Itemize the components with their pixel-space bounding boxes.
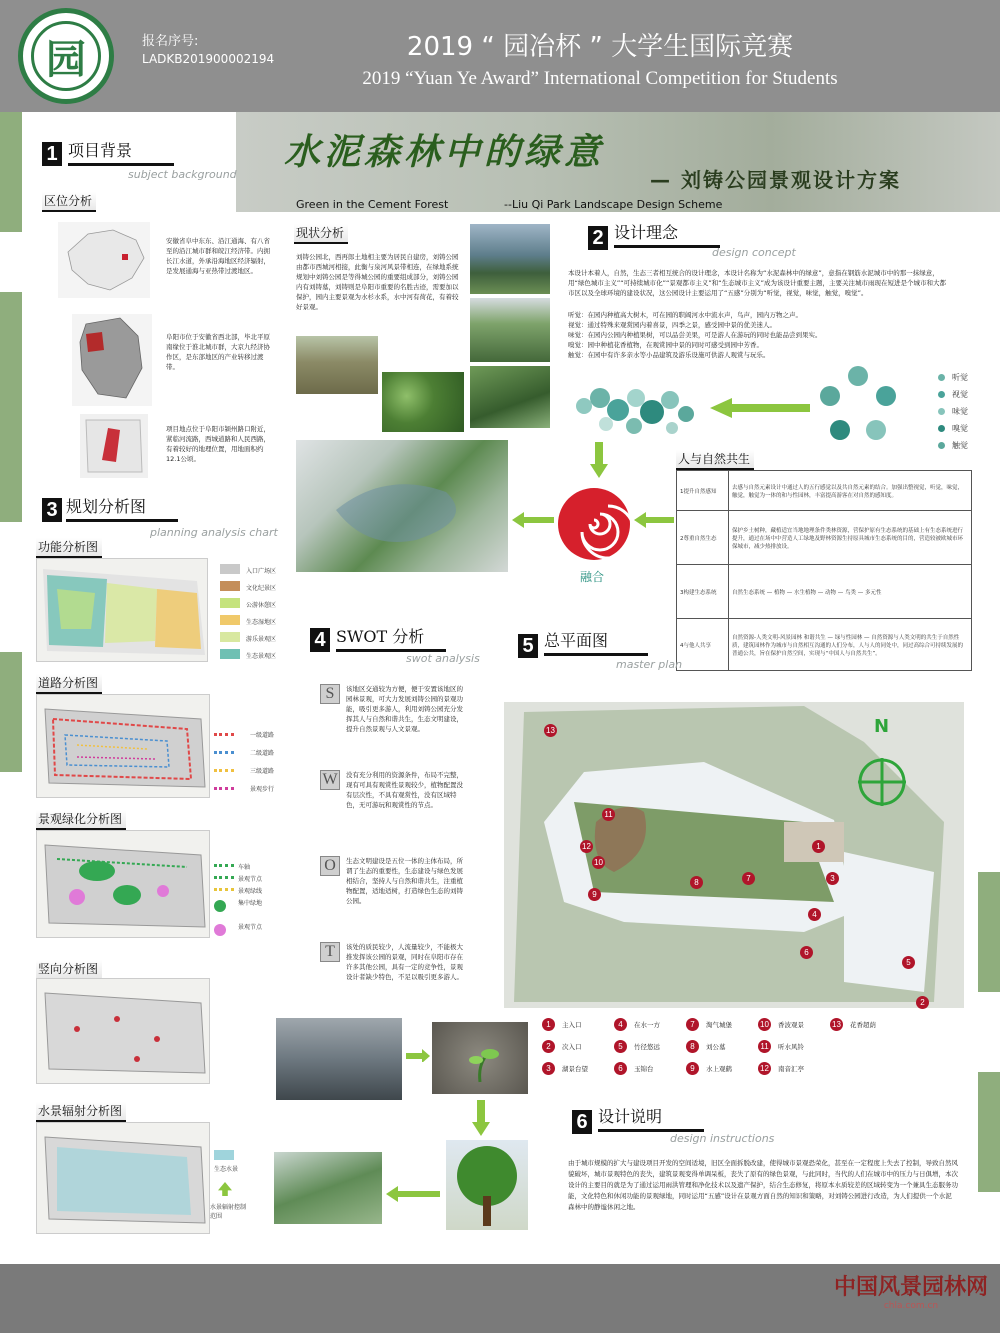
poster-board bbox=[0, 112, 1000, 1264]
tree-photo bbox=[446, 1140, 528, 1230]
legend-label: 二级道路 bbox=[250, 750, 275, 757]
section-number-6: 6 bbox=[572, 1110, 592, 1134]
sense-label: 味觉 bbox=[952, 407, 968, 416]
plan-marker: 12 bbox=[580, 840, 593, 853]
status-analysis-tag: 现状分析 bbox=[294, 224, 348, 244]
sense-label: 嗅觉 bbox=[952, 424, 968, 433]
legend-marker: 12 bbox=[758, 1062, 771, 1075]
arrow-up-icon bbox=[218, 1182, 232, 1196]
section-title-master-plan: 总平面图 bbox=[544, 628, 648, 656]
legend-swatch bbox=[220, 632, 240, 642]
sense-line: 味觉：在园内公园内种植果树，可以品尝美果，可是游人在游玩的同时也能品尝到果实。 bbox=[568, 331, 822, 339]
title-banner bbox=[236, 112, 1000, 212]
city-photo bbox=[276, 1018, 402, 1100]
legend-label: 花香超荫 bbox=[850, 1021, 876, 1029]
aerial-rendering bbox=[296, 440, 508, 572]
status-photo-pond bbox=[470, 224, 550, 294]
legend-swatch bbox=[214, 876, 234, 879]
section-subtitle-instructions: design instructions bbox=[670, 1132, 775, 1145]
section-subtitle-background: subject background bbox=[128, 168, 237, 181]
plan-marker: 13 bbox=[544, 724, 557, 737]
site-map bbox=[80, 414, 148, 478]
vertical-analysis-map bbox=[36, 978, 210, 1084]
legend-label: 车轴 bbox=[238, 864, 251, 871]
arrow-down-icon bbox=[472, 1100, 490, 1136]
legend-marker: 9 bbox=[686, 1062, 699, 1075]
fusion-spiral-icon bbox=[556, 486, 632, 562]
registration-number: LADKB201900002194 bbox=[142, 52, 275, 66]
side-bar-left-mid bbox=[0, 292, 22, 522]
legend-swatch bbox=[214, 751, 234, 754]
sense-line: 嗅觉：园中种植花香植物，在观赏园中景的同时可感受到园中芳香。 bbox=[568, 341, 763, 349]
sense-label: 听觉 bbox=[952, 373, 968, 382]
side-bar-left-low bbox=[0, 652, 22, 772]
section-number-5: 5 bbox=[518, 634, 538, 658]
swot-letter: O bbox=[320, 856, 340, 876]
legend-swatch bbox=[220, 615, 240, 625]
china-map bbox=[58, 222, 150, 298]
north-label: N bbox=[874, 716, 890, 737]
sense-dot bbox=[938, 442, 945, 449]
arrow-left-small-icon bbox=[386, 1186, 440, 1202]
legend-marker: 1 bbox=[542, 1018, 555, 1031]
legend-swatch bbox=[214, 924, 226, 936]
legend-label: 湖景台望 bbox=[562, 1065, 588, 1073]
plan-marker: 5 bbox=[902, 956, 915, 969]
section-subtitle-concept: design concept bbox=[712, 246, 796, 259]
legend-marker: 7 bbox=[686, 1018, 699, 1031]
legend-label: 在水一方 bbox=[634, 1021, 660, 1029]
senses-list bbox=[568, 310, 948, 360]
legend-swatch bbox=[214, 864, 234, 867]
senses-ring bbox=[818, 364, 898, 444]
sense-dot bbox=[938, 391, 945, 398]
table-row: 1提升自然感知 去感与自然元素设计中通过人的五行感觉以及共自然元素的结合。加强出整视觉，听觉，味觉，触觉，触觉为一体的和与性园林，丰富提高游客在对自然的感知度。 bbox=[677, 471, 972, 511]
legend-label: 次入口 bbox=[562, 1043, 582, 1051]
legend-label: 水上观鹤 bbox=[706, 1065, 732, 1073]
legend-label: 竹径悠远 bbox=[634, 1043, 660, 1051]
plan-marker: 9 bbox=[588, 888, 601, 901]
section-title-swot: SWOT 分析 bbox=[336, 624, 446, 652]
table-row: 4与他人共享 自然资源-人类文明-风景园林 和谐共生 — 绿与性园林 — 自然资源与人类文明的共生于自然性质，建筑园林作为城市与自然相互沟通的人们分布，人与人的同处中，同过高综合可持续发展的普通公共，旨在保护自然空间，实现与“中国人与自然共生”。 bbox=[677, 619, 972, 671]
fusion-label: 融合 bbox=[580, 570, 605, 584]
swot-text: 生态文明建设是五位一体的主体布局，所谓了生态的重要性，生态建设与绿色发展相结合，坚持人与自然和谐共生，注重植物配置，适地适树，打造绿色生态的刘铸公园。 bbox=[346, 857, 463, 905]
road-analysis-map bbox=[36, 694, 210, 798]
sense-dot bbox=[938, 425, 945, 432]
side-bar-left-top bbox=[0, 112, 22, 232]
section-number-1: 1 bbox=[42, 142, 62, 166]
competition-title-cn: 2019 “ 园冶杯 ” 大学生国际竞赛 bbox=[406, 32, 794, 62]
yuan-seal-icon: 园 bbox=[31, 21, 101, 91]
legend-label: 文化纪景区 bbox=[246, 585, 277, 592]
legend-label: 淘气城堡 bbox=[706, 1021, 732, 1029]
legend-swatch bbox=[214, 1150, 234, 1160]
section-subtitle-planning: planning analysis chart bbox=[150, 526, 278, 539]
legend-swatch bbox=[214, 769, 234, 772]
arrow-right-icon bbox=[406, 1048, 430, 1062]
legend-label: 南音汇亭 bbox=[778, 1065, 804, 1073]
water-analysis-map bbox=[36, 1122, 210, 1234]
harmony-tag: 人与自然共生 bbox=[676, 450, 754, 470]
legend-label: 景观绿线 bbox=[238, 888, 263, 895]
concept-intro: 本设计本着人，自然，生态三者相互统合的设计理念，本设计名称为“水泥森林中的绿意”，意指在钢筋水泥城市中的那一抹绿意，用“绿色城市主义”“可持续城市化”“景观都市主义”和“生态城市主义”成为该设计重要主题，主要关注城市雨现在短进是个城市和大都市区以及全球环境的建设状况，这公园设计主要运用了“五感”分别为“听觉，视觉，味觉，触觉，嗅觉”。 bbox=[568, 269, 946, 297]
plan-marker: 3 bbox=[826, 872, 839, 885]
swot-text: 该地区交通较为方便，便于安置该地区的园林景观，可大力发展刘铸公园的景观功能，吸引更多游人，利用刘铸公园充分发挥其人与自然和谐共生，生态文明建设，提升自然景观与人文景观。 bbox=[346, 685, 463, 733]
project-subtitle-en: --Liu Qi Park Landscape Design Scheme bbox=[504, 198, 723, 211]
section-title-background: 项目背景 bbox=[68, 138, 174, 166]
legend-label: 听水风铃 bbox=[778, 1043, 804, 1051]
arrow-left-small-icon bbox=[634, 512, 674, 528]
legend-marker: 13 bbox=[830, 1018, 843, 1031]
legend-swatch bbox=[214, 900, 226, 912]
status-photo-lily bbox=[382, 372, 464, 432]
legend-marker: 8 bbox=[686, 1040, 699, 1053]
vertical-analysis-tag: 竖向分析图 bbox=[36, 960, 102, 980]
plan-marker: 4 bbox=[808, 908, 821, 921]
location-text-2: 阜阳市位于安徽省西北部，毕北平原南缘位于淮北城市群，大京九经济协作区，是东部地区的产业转移过渡带。 bbox=[166, 333, 270, 371]
legend-label: 三级道路 bbox=[250, 768, 275, 775]
legend-swatch bbox=[220, 564, 240, 574]
sense-label: 触觉 bbox=[952, 441, 968, 450]
poster-header bbox=[0, 0, 1000, 112]
road-analysis-tag: 道路分析图 bbox=[36, 674, 102, 694]
legend-label: 玉锦台 bbox=[634, 1065, 654, 1073]
legend-marker: 3 bbox=[542, 1062, 555, 1075]
footer-logo-text: 中国风景园林网 bbox=[833, 1275, 988, 1300]
instructions-text: 由于城市规模的扩大与建设项目开发的空间适境，旧区全面拆脱改建，使得城市景观恐荣化，甚至在一定程度上失去了控制，导致自然风貌破坏，城市景观特色的丧失，建筑景观变得单调呆板，丧失了原有的绿色景观，与此同时，当代的人们在城市中的压力与日俱增，本次设计的主要目的就是为了通过运用雨洪管理和净化技术以及遗产保护，结合生态修复，将原本水质较差的区域转变为一个兼具生态服务功能，文化特色和休闲功能的景观绿地，同时运用“五感”设计在景观方面自然的知识和策略，对刘铸公园进行改造，为人们提供一个水泥森林中的静谧休闲之地。 bbox=[568, 1159, 958, 1211]
plan-marker: 11 bbox=[602, 808, 615, 821]
swot-letter: S bbox=[320, 684, 340, 704]
plan-marker: 6 bbox=[800, 946, 813, 959]
legend-marker: 6 bbox=[614, 1062, 627, 1075]
arrow-left-icon bbox=[710, 398, 810, 418]
competition-title-en: 2019 “Yuan Ye Award” International Competition for Students bbox=[362, 68, 838, 89]
project-subtitle: — 刘铸公园景观设计方案 bbox=[650, 168, 901, 192]
sense-label: 视觉 bbox=[952, 390, 968, 399]
water-analysis-tag: 水景辐射分析图 bbox=[36, 1102, 126, 1122]
harmony-table bbox=[676, 470, 972, 671]
legend-marker: 10 bbox=[758, 1018, 771, 1031]
legend-label: 景观节点 bbox=[238, 924, 263, 931]
location-analysis-tag: 区位分析 bbox=[42, 192, 96, 212]
footer-logo bbox=[834, 1270, 988, 1311]
legend-label: 一级道路 bbox=[250, 732, 275, 739]
sense-dot bbox=[938, 374, 945, 381]
swot-letter: W bbox=[320, 770, 340, 790]
legend-label: 水景辐射控制范围 bbox=[210, 1204, 247, 1220]
legend-label: 生态湿地区 bbox=[246, 619, 277, 626]
plan-marker: 8 bbox=[690, 876, 703, 889]
plan-marker: 7 bbox=[742, 872, 755, 885]
sense-dot bbox=[938, 408, 945, 415]
location-text-1: 安徽省阜中东东、沿江通海、有八省至的沿江城市群和皖江经济带。内拥长江水道，外承沿海地区经济辐射，是发展通海与亚热带过渡地区。 bbox=[166, 237, 270, 275]
legend-swatch bbox=[220, 649, 240, 659]
swot-text: 没有充分利用的资源条件，布局不完整，现有可具有观赏性景观较少，植物配置没有层次性，不具有观赏性，没有区域特色，无可游玩和观赏性的节点。 bbox=[346, 771, 463, 809]
registration-label: 报名序号: bbox=[142, 34, 199, 49]
legend-swatch bbox=[214, 733, 234, 736]
side-bar-right bbox=[978, 872, 1000, 992]
legend-marker: 2 bbox=[542, 1040, 555, 1053]
project-title-en: Green in the Cement Forest bbox=[296, 198, 449, 211]
sense-line: 听觉：在园内种植高大树木，可在园的职阔河水中流水声，鸟声，园内万物之声。 bbox=[568, 311, 802, 319]
legend-label: 刘公墓 bbox=[706, 1043, 726, 1051]
section-number-4: 4 bbox=[310, 628, 330, 652]
section-title-planning: 规划分析图 bbox=[66, 494, 178, 522]
legend-label: 主入口 bbox=[562, 1021, 582, 1029]
park-rendering bbox=[274, 1152, 382, 1224]
section-subtitle-swot: swot analysis bbox=[406, 652, 480, 665]
legend-marker: 4 bbox=[614, 1018, 627, 1031]
legend-label: 集中绿地 bbox=[238, 900, 263, 907]
poster-footer bbox=[0, 1264, 1000, 1333]
legend-label: 游乐景观区 bbox=[246, 636, 277, 643]
arrow-down-icon bbox=[590, 442, 608, 478]
legend-label: 景观步行 bbox=[250, 786, 275, 793]
section-number-2: 2 bbox=[588, 226, 608, 250]
dot-cluster-graphic bbox=[572, 380, 700, 438]
competition-logo bbox=[18, 8, 114, 104]
legend-label: 香波观景 bbox=[778, 1021, 804, 1029]
footer-url: chla.com.cn bbox=[883, 1301, 939, 1311]
anhui-map bbox=[72, 314, 152, 406]
status-text: 刘铸公园北，西再郎土地相主要为居民自建房，刘铸公园由都市西城河相接，此衡与泉河风景带相连，在绿地系统规划中刘铸公园是等得城公园的重要组成部分，刘铸公园内有刘铸墓，刘铸则是阜阳市重要的名胜古迹，需要加以保护，园内主要景观为水杉水系，水中河有荷花，有着较好景观。 bbox=[296, 253, 459, 311]
sense-line: 视觉：通过特殊来观赏园内着喜景，四季之景，感受园中景的优美迷人。 bbox=[568, 321, 776, 329]
location-text-3: 项目地点位于阜阳市颍州路口附近，紧临河流路，西城道路和人民西路，有着较好的地理位置，用地面积约12.1公顷。 bbox=[166, 425, 270, 463]
side-bar-right-low bbox=[978, 1072, 1000, 1192]
sense-line: 触觉：在园中有许多亲水等小品建筑及游乐设施可供游人观赏与玩乐。 bbox=[568, 351, 770, 359]
project-title: 水泥森林中的绿意 bbox=[284, 131, 605, 173]
legend-swatch bbox=[220, 581, 240, 591]
section-title-instructions: 设计说明 bbox=[598, 1104, 704, 1132]
legend-swatch bbox=[220, 598, 240, 608]
legend-label: 生态水景 bbox=[214, 1166, 239, 1173]
section-number-3: 3 bbox=[42, 498, 62, 522]
plan-marker: 1 bbox=[812, 840, 825, 853]
legend-swatch bbox=[214, 888, 234, 891]
legend-label: 入口广场区 bbox=[246, 568, 277, 575]
status-photo-dirt bbox=[296, 336, 378, 394]
legend-marker: 11 bbox=[758, 1040, 771, 1053]
legend-label: 景观节点 bbox=[238, 876, 263, 883]
table-row: 2尊重自然生态 保护乡土树种，藏植适宜当地地理条件类林资源，营保护原有生态系统的基础上有生态系统进行提升，通过在场中中营造人工绿地及野林资源生持原具城市生态系统的目的，营造较被欧城市环保城市，减少热排放设。 bbox=[677, 511, 972, 565]
section-subtitle-master-plan: master plan bbox=[616, 658, 683, 671]
legend-label: 生态景观区 bbox=[246, 653, 277, 660]
section-title-concept: 设计理念 bbox=[614, 220, 720, 248]
function-analysis-tag: 功能分析图 bbox=[36, 538, 102, 558]
sprout-photo bbox=[432, 1022, 528, 1094]
function-analysis-map bbox=[36, 558, 208, 662]
status-photo-river bbox=[470, 298, 550, 362]
greening-analysis-map bbox=[36, 830, 210, 938]
table-row: 3构建生态系统 自然生态系统 — 植物 — 水生植物 — 动物 — 鸟类 — 多元性 bbox=[677, 565, 972, 619]
legend-swatch bbox=[214, 787, 234, 790]
swot-text: 该处的质民较少，人流量较少，不能极大推发挥该公园的景观，同时在阜阳市存在许多其他公园，具有一定的竞争性，景观设计者缺少特色，不足以吸引更多游人。 bbox=[346, 943, 463, 981]
legend-marker: 5 bbox=[614, 1040, 627, 1053]
arrow-left-small-icon bbox=[512, 512, 554, 528]
legend-label: 公游休憩区 bbox=[246, 602, 277, 609]
plan-marker: 10 bbox=[592, 856, 605, 869]
plan-marker: 2 bbox=[916, 996, 929, 1009]
swot-letter: T bbox=[320, 942, 340, 962]
greening-analysis-tag: 景观绿化分析图 bbox=[36, 810, 126, 830]
status-photo-trees bbox=[470, 366, 550, 428]
